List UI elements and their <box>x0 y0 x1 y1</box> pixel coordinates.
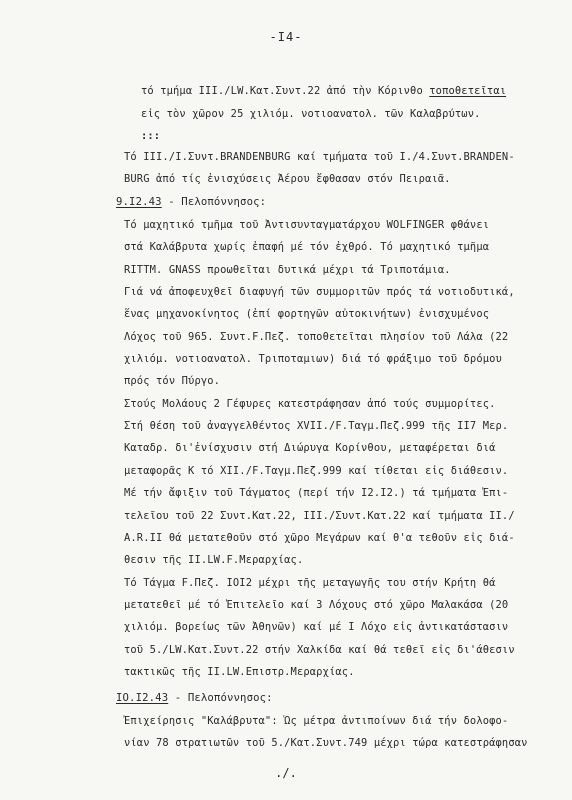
entry-date: 9.I2.43 <box>116 196 162 208</box>
text-line: τελεῖου τοῦ 22 Συντ.Κατ.22, III./Συντ.Κατ.22 καί τμήματα II./ <box>124 510 515 522</box>
text-line: θεσιν τῆς II.LW.F.Μεραρχίας. <box>124 554 304 566</box>
text-line: Λόχος τοῦ 965. Συντ.F.Πεζ. τοποθετεῖται πλησίον τοῦ Λάλα (22 <box>124 331 509 343</box>
text-line: Τό III./Ι.Συντ.BRANDENBURG καί τμήματα τοῦ Ι./4.Συντ.BRANDEN- <box>124 151 515 163</box>
text-line: Τό μαχητικό τμῆμα τοῦ Ἀντισυνταγματάρχου WOLFINGER φθάνει <box>124 219 490 231</box>
text-line: μετατεθεῖ μέ τό Ἐπιτελεῖο καί 3 Λόχους στό χῶρο Μαλακάσα (20 <box>124 599 509 611</box>
text-line: τακτικῶς τῆς II.LW.Επιστρ.Μεραρχίας. <box>124 666 355 678</box>
entry-date: IO.I2.43 <box>116 692 169 704</box>
text-line: πρός τόν Πύργο. <box>124 375 221 387</box>
text-line: τοῦ 5./LW.Κατ.Συντ.22 στήν Χαλκίδα καί θά τεθεῖ εἰς δι'άθεσιν <box>124 644 515 656</box>
text-line <box>141 84 506 98</box>
underlined-word: τοποθετεῖται <box>429 85 507 97</box>
entry-location: - Πελοπόννησος: <box>161 196 267 208</box>
separator-mark: ::: <box>141 130 161 142</box>
text-line: χιλιόμ. βορείως τῶν Ἀθηνῶν) καί μέ Ι Λόχο εἰς ἀντικατάστασιν <box>124 621 509 633</box>
entry-location: - Πελοπόννησος: <box>168 692 273 704</box>
text-line: εἰς τὸν χῶρον 25 χιλιόμ. νοτιοανατολ. τῶν Καλαβρύτων. <box>141 108 481 120</box>
text-line: Στή θέση τοῦ ἀναγγελθέντος XVII./F.Ταγμ.Πεζ.999 τῆς II7 Μερ. <box>124 420 509 432</box>
text-line: Ἐπιχείρησις "Καλάβρυτα": Ὡς μέτρα ἀντιποίνων διά τήν δολοφο- <box>124 715 509 727</box>
text-line: νίαν 78 στρατιωτῶν τοῦ 5./Κατ.Συντ.749 μέχρι τώρα κατεστράφησαν <box>124 737 528 749</box>
text-line: χιλιόμ. νοτιοανατολ. Τριποταμιων) διά τό φράξιμο τοῦ δρόμου <box>124 353 502 365</box>
text-line: μεταφορᾶς Κ τό XII./F.Ταγμ.Πεζ.999 καί τίθεται εἰς διάθεσιν. <box>124 465 509 477</box>
text-line: Γιά νά ἀποφευχθεῖ διαφυγή τῶν συμμοριτῶν πρός τά νοτιοδυτικά, <box>124 286 515 298</box>
entry-heading <box>116 691 273 705</box>
page-number: -I4- <box>269 30 303 44</box>
text-line: στά Καλάβρυτα χωρίς ἐπαφή μέ τόν ἐχθρό. Τό μαχητικό τμῆμα <box>124 241 490 253</box>
text-line: RITTM. GNASS προωθεῖται δυτικά μέχρι τά Τριποτάμια. <box>124 264 451 276</box>
entry-heading <box>116 195 266 209</box>
text-line: A.R.II θά μετατεθοῦν στό χῶρο Μεγάρων καί θ'α τεθοῦν εἰς διά- <box>124 532 515 544</box>
text-line: Μέ τήν ἄφιξιν τοῦ Τάγματος (περί τήν I2.I2.) τά τμήματα Ἐπι- <box>124 487 509 499</box>
text-line: Τό Τάγμα F.Πεζ. IOI2 μέχρι τῆς μεταγωγῆς του στήν Κρήτη θά <box>124 577 496 589</box>
text-segment: τό τμήμα III./LW.Κατ.Συντ.22 ἀπό τὴν Κόρινθο <box>141 85 430 97</box>
continuation-mark: ./. <box>275 766 297 780</box>
text-line: ἕνας μηχανοκίνητος (ἐπί φορτηγῶν αὐτοκινήτων) ἐνισχυμένος <box>124 308 490 320</box>
text-line: BURG ἀπό τίς ἐνισχύσεις Ἀέρου ἔφθασαν στόν Πειραιᾶ. <box>124 173 451 185</box>
text-line: Στούς Μολάους 2 Γέφυρες κατεστράφησαν ἀπό τούς συμμορίτες. <box>124 398 496 410</box>
text-line: Καταδρ. δι'ἐνίσχυσιν στή Διώρυγα Κορίνθου, μεταφέρεται διά <box>124 442 496 454</box>
